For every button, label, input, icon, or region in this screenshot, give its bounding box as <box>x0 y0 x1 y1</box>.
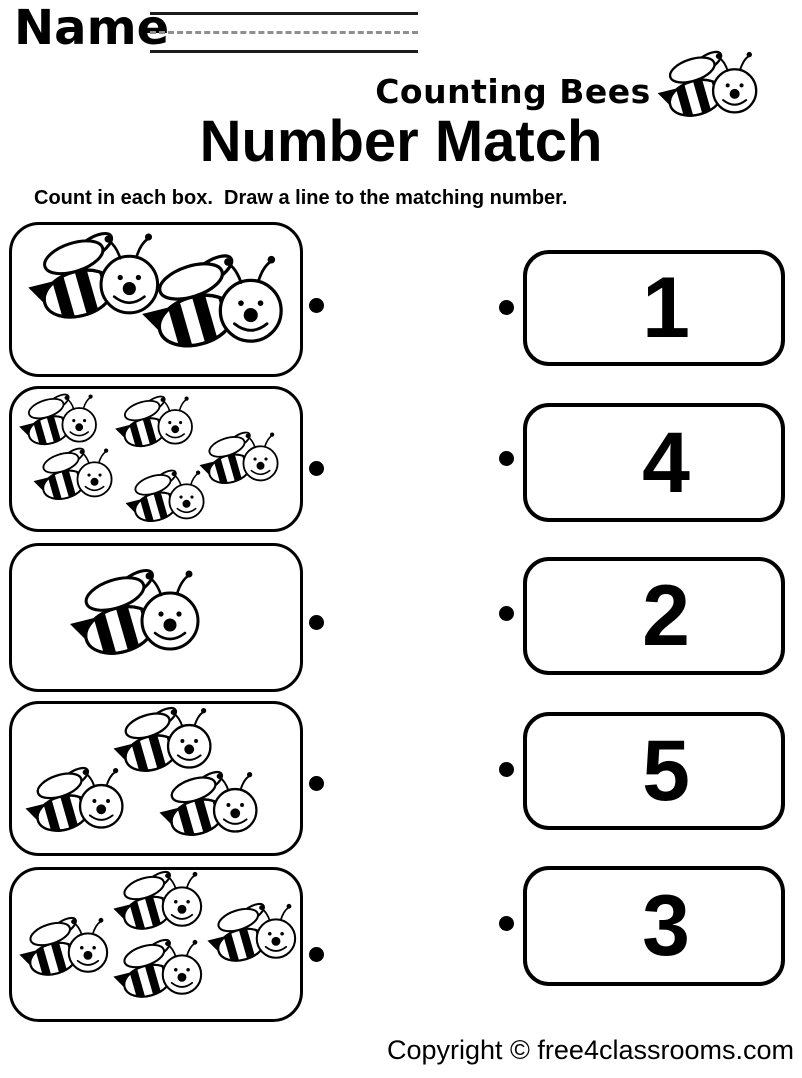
bee-icon <box>24 766 130 842</box>
bee-icon <box>68 568 208 668</box>
number-card-digit: 3 <box>642 878 690 974</box>
number-card-digit: 1 <box>642 260 690 356</box>
bee-box-5[interactable] <box>9 867 303 1022</box>
number-card-digit: 4 <box>642 414 690 511</box>
number-card-4[interactable] <box>523 712 785 830</box>
bee-icon <box>206 902 302 971</box>
name-label: Name <box>14 0 170 56</box>
bee-icon <box>124 469 210 530</box>
bee-icon <box>198 431 284 492</box>
bee-box-4[interactable] <box>9 701 303 856</box>
connector-dot-right-5[interactable] <box>499 916 514 931</box>
connector-dot-right-3[interactable] <box>499 606 514 621</box>
connector-dot-left-2[interactable] <box>309 461 324 476</box>
connector-dot-right-1[interactable] <box>499 300 514 315</box>
writing-line-bottom <box>150 50 418 53</box>
copyright-text: Copyright © free4classrooms.com <box>386 1035 794 1065</box>
instructions-text: Count in each box. Draw a line to the matching number. <box>34 187 568 209</box>
bee-icon <box>140 253 292 362</box>
bee-box-1[interactable] <box>9 222 303 377</box>
worksheet-title: Number Match <box>199 109 603 174</box>
connector-dot-left-5[interactable] <box>309 947 324 962</box>
number-card-1[interactable] <box>523 250 785 366</box>
connector-dot-left-4[interactable] <box>309 776 324 791</box>
bee-icon <box>112 870 208 939</box>
connector-dot-left-1[interactable] <box>309 298 324 313</box>
connector-dot-right-2[interactable] <box>499 451 514 466</box>
bee-box-3[interactable] <box>9 543 303 692</box>
connector-dot-left-3[interactable] <box>309 615 324 630</box>
worksheet-subtitle: Counting Bees <box>375 72 651 111</box>
bee-icon <box>112 938 208 1007</box>
number-card-2[interactable] <box>523 403 785 522</box>
writing-line-middle-dashed <box>150 31 418 34</box>
number-card-3[interactable] <box>523 557 785 675</box>
name-writing-lines[interactable] <box>150 12 418 54</box>
writing-line-top <box>150 12 418 15</box>
number-card-digit: 5 <box>642 723 690 819</box>
bee-icon <box>114 395 198 455</box>
bee-box-2[interactable] <box>9 386 303 532</box>
bee-icon <box>32 447 118 508</box>
number-card-digit: 2 <box>642 568 690 664</box>
bee-icon <box>18 393 102 453</box>
number-card-5[interactable] <box>523 866 785 986</box>
connector-dot-right-4[interactable] <box>499 762 514 777</box>
bee-icon <box>158 770 264 846</box>
bee-icon <box>18 916 114 985</box>
